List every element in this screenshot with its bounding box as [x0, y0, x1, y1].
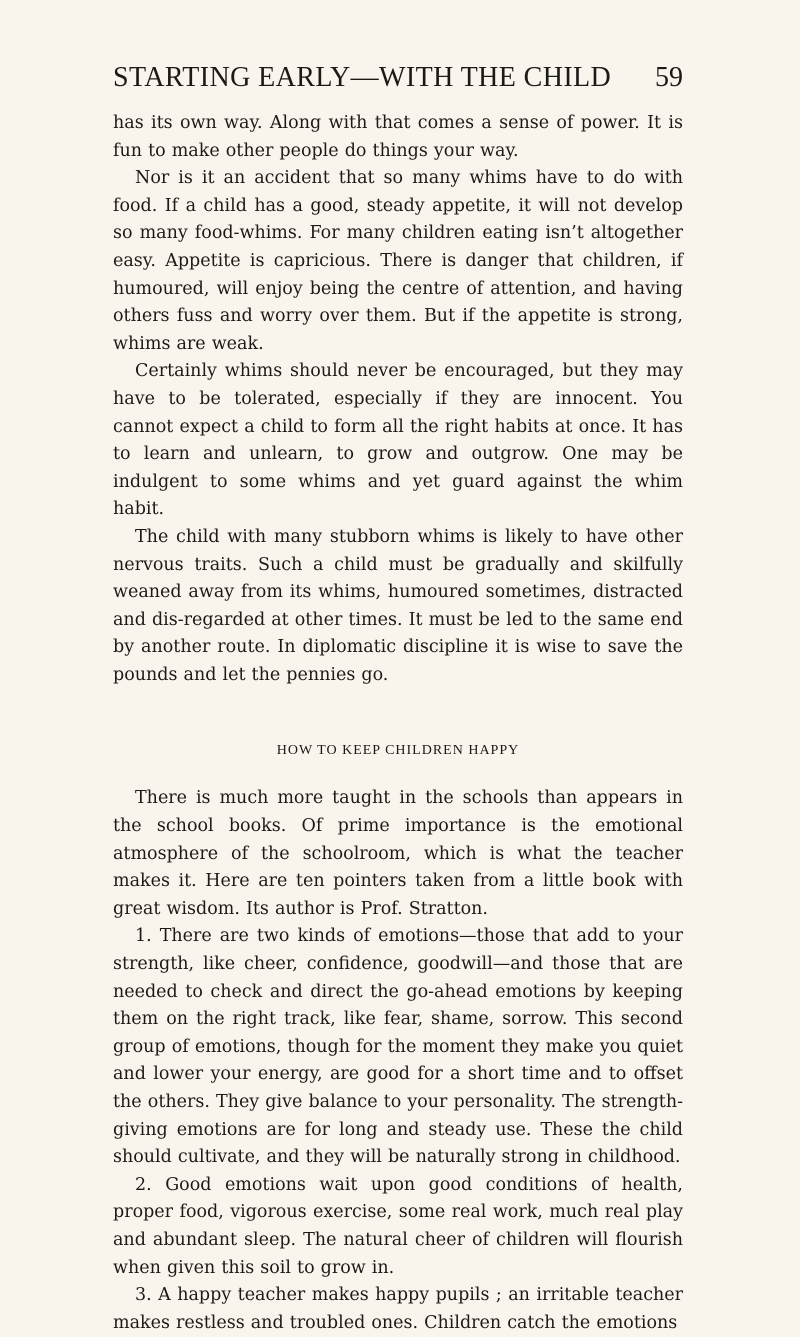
body-text [113, 110, 683, 1337]
numbered-point-2: 2. Good emotions wait upon good conditions of health, proper food, vigorous exercise, some real work, much real play and abundant sleep. The natural cheer of children will flourish when given this soil to grow in. [113, 1174, 683, 1278]
paragraph-tolerating-whims: Certainly whims should never be encouraged, but they may have to be tolerated, especially if they are innocent. You cannot expect a child to form all the right habits at once. It has to learn and unlearn, to grow and outgrow. One may be indulgent to some whims and yet guard against the whim habit. [113, 361, 683, 520]
running-title: STARTING EARLY—WITH THE CHILD [113, 62, 612, 93]
section-heading: HOW TO KEEP CHILDREN HAPPY [276, 743, 520, 759]
paragraph-section-intro: There is much more taught in the schools than appears in the school books. Of prime importance is the emotional atmosphere of the schoolroom, which is what the teacher makes it. Here are ten pointers taken from a little book with great wisdom. Its author is Prof. Stratton. [113, 788, 683, 919]
paragraph-continued: has its own way. Along with that comes a sense of power. It is fun to make other people do things your way. [113, 113, 683, 161]
numbered-point-1: 1. There are two kinds of emotions—those that add to your strength, like cheer, confidence, goodwill—and those that are needed to check and direct the go-ahead emotions by keeping them on the right track, like fear, shame, sorrow. This second group of emotions, though for the moment they make you quiet and lower your energy, are good for a short time and to offset the others. They give balance to your personality. The strength-giving emotions are for long and steady use. These the child should cultivate, and they will be naturally strong in childhood. [113, 926, 683, 1168]
paragraph-food-whims: Nor is it an accident that so many whims have to do with food. If a child has a good, steady appetite, it will not develop so many food-whims. For many children eating isn’t altogether easy. Appetite is capricious. There is danger that children, if humoured, will enjoy being the centre of attention, and having others fuss and worry over them. But if the appetite is strong, whims are weak. [113, 168, 683, 354]
paragraph-stubborn-whims: The child with many stubborn whims is likely to have other nervous traits. Such a child must be gradually and skilfully weaned away from its whims, humoured sometimes, distracted and dis-regarded at other times. It must be led to the same end by another route. In diplomatic discipline it is wise to save the pounds and let the pennies go. [113, 526, 683, 685]
numbered-point-3: 3. A happy teacher makes happy pupils ; an irritable teacher makes restless and troubled ones. Children catch the emotions [113, 1285, 683, 1333]
page-number: 59 [655, 62, 683, 93]
running-head [113, 62, 683, 94]
